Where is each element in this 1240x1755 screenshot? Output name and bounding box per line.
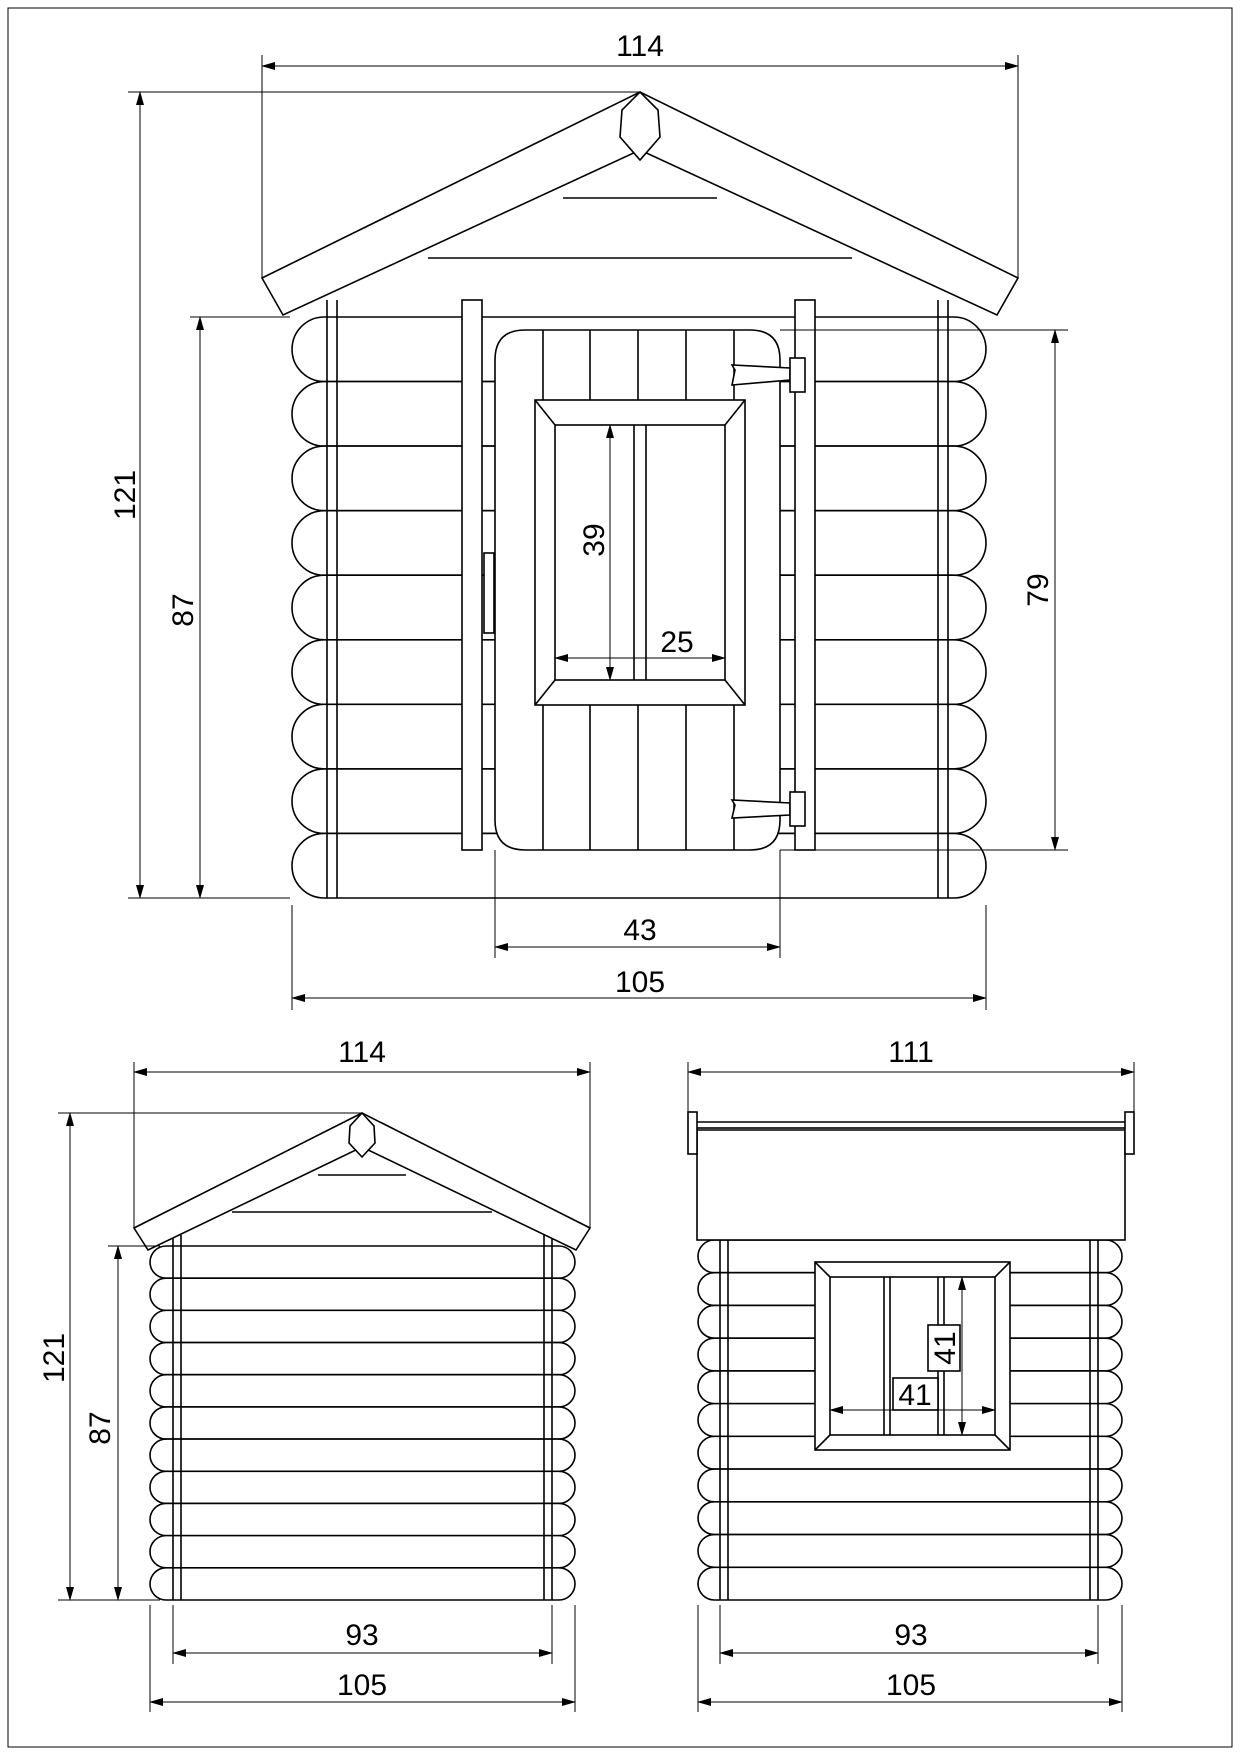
back-window-height-label: 41 xyxy=(929,1331,962,1365)
front-roof-width-label: 114 xyxy=(616,30,664,63)
front-total-height-label: 121 xyxy=(109,469,142,521)
log-course xyxy=(150,1278,575,1310)
log-course xyxy=(150,1407,575,1439)
log-course xyxy=(150,1536,575,1568)
back-roof-width-label: 111 xyxy=(888,1036,934,1069)
front-trim-left xyxy=(462,300,482,850)
front-window-height-label: 39 xyxy=(578,523,611,557)
side-wall-width-label: 105 xyxy=(336,1669,388,1702)
back-view xyxy=(688,1036,1134,1712)
back-wall-width-label: 105 xyxy=(885,1669,937,1702)
log-course xyxy=(150,1375,575,1407)
log-course xyxy=(150,1246,575,1278)
front-door-width-label: 43 xyxy=(623,914,657,947)
front-wall-width-label: 105 xyxy=(614,966,666,999)
log-course xyxy=(150,1503,575,1535)
log-course xyxy=(698,1502,1122,1535)
log-course xyxy=(150,1439,575,1471)
side-roof-width-label: 114 xyxy=(338,1036,386,1069)
side-roof xyxy=(134,1113,590,1250)
log-course xyxy=(150,1310,575,1342)
front-window-width-label: 25 xyxy=(660,626,694,659)
front-door-height-label: 79 xyxy=(1022,573,1055,607)
back-inner-width-label: 93 xyxy=(894,1619,928,1652)
back-window-width-label: 41 xyxy=(898,1379,932,1412)
log-course xyxy=(698,1567,1122,1600)
side-wall-logs xyxy=(150,1246,575,1600)
front-wall-height-label: 87 xyxy=(167,593,200,627)
log-course xyxy=(698,1469,1122,1502)
side-wall-height-label: 87 xyxy=(84,1411,117,1445)
log-course xyxy=(698,1535,1122,1568)
side-view xyxy=(38,1036,590,1712)
front-view xyxy=(109,30,1068,1010)
log-course xyxy=(150,1343,575,1375)
front-door-handle xyxy=(484,553,494,633)
back-roof xyxy=(688,1112,1134,1240)
log-course xyxy=(150,1568,575,1600)
front-window xyxy=(535,400,745,705)
log-course xyxy=(150,1471,575,1503)
back-window xyxy=(815,1262,1010,1450)
side-total-height-label: 121 xyxy=(38,1332,71,1384)
side-inner-width-label: 93 xyxy=(345,1619,379,1652)
front-roof xyxy=(262,92,1018,315)
